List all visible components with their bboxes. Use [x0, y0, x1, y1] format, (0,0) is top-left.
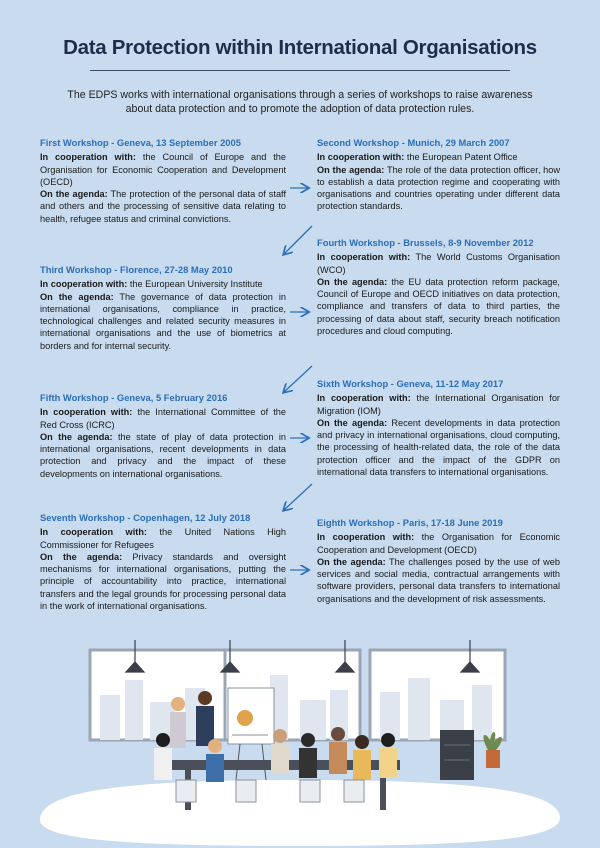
agenda-text: The governance of data protection in international organisations, compliance in practice, technological challenges and related security measures in international organisations and the use of biometrics at borders and for internal security.	[40, 291, 286, 351]
cabinet-icon	[440, 730, 474, 780]
workshop-heading: Third Workshop - Florence, 27-28 May 2010	[40, 264, 233, 275]
cooperation-label: In cooperation with:	[317, 393, 411, 404]
agenda-label: On the agenda:	[40, 189, 108, 200]
cooperation-text: The World Customs Organisation (WCO)	[317, 252, 560, 275]
cooperation-text: the European Patent Office	[404, 152, 518, 163]
workshop-heading: Seventh Workshop - Copenhagen, 12 July 2018	[40, 512, 251, 523]
cooperation-label: In cooperation with:	[40, 407, 133, 418]
agenda-text: the EU data protection reform package, Council of Europe and OECD initiatives on data protection, compliance and transfers of data to third parties, the processing of data about staff, security breach notification procedures and cloud computing.	[317, 276, 560, 337]
agenda-label: On the agenda:	[317, 164, 385, 175]
agenda-text: The protection of the personal data of staff and others and the processing of sensitive data relating to health, refugee status and criminal convictions.	[40, 189, 286, 224]
cooperation-text: the Organisation for Economic Cooperation and Development (OECD)	[317, 532, 560, 555]
arrow-down-left-icon	[284, 484, 312, 510]
agenda-label: On the agenda:	[40, 291, 114, 302]
plant-icon	[484, 732, 502, 768]
page-title: Data Protection within International Organisations	[63, 36, 537, 59]
cooperation-text: the International Organisation for Migration (IOM)	[317, 393, 560, 416]
agenda-label: On the agenda:	[317, 417, 388, 428]
window-icon	[90, 650, 505, 740]
cooperation-label: In cooperation with:	[317, 532, 415, 543]
agenda-label: On the agenda:	[40, 551, 123, 562]
agenda-text: Recent developments in data protection and privacy in international organisations, cloud computing, the processing of health-related data, the role of the data protection officer and the impact of the GDPR on international data transfers to international organisations.	[317, 417, 560, 478]
workshop-heading: Sixth Workshop - Geneva, 11-12 May 2017	[317, 378, 504, 389]
workshop-heading: Eighth Workshop - Paris, 17-18 June 2019	[317, 517, 503, 528]
cooperation-label: In cooperation with:	[40, 527, 147, 538]
arrow-down-left-icon	[284, 366, 312, 392]
agenda-text: The challenges posed by the use of web services and social media, contractual arrangements with software providers, personal data transfers to international organisations and the development of risk assessments.	[317, 556, 560, 604]
workshop-heading: Second Workshop - Munich, 29 March 2007	[317, 137, 510, 148]
cooperation-text: the International Committee of the Red Cross (ICRC)	[40, 407, 287, 430]
agenda-text: the state of play of data protection in international organisations, recent developments in data protection and privacy and the impact of these developments on international organisations.	[40, 431, 286, 479]
agenda-label: On the agenda:	[40, 431, 113, 442]
arrow-down-left-icon	[284, 226, 312, 254]
workshop-heading: First Workshop - Geneva, 13 September 2005	[40, 137, 241, 148]
cooperation-text: the Council of Europe and the Organisation for Economic Cooperation and Development (OECD)	[40, 152, 286, 187]
agenda-label: On the agenda:	[317, 276, 388, 287]
cooperation-label: In cooperation with:	[40, 279, 128, 290]
workshop-heading: Fourth Workshop - Brussels, 8-9 November 2012	[317, 237, 534, 248]
agenda-text: The role of the data protection officer, how to establish a data protection regime and cooperating with organisations and countries operating under different data protection standards.	[317, 164, 561, 212]
meeting-room-illustration	[0, 640, 600, 848]
agenda-text: Privacy standards and oversight mechanisms for international organisations, putting the principle of accountability into practice, international transfers and the legal grounds for processing personal data in the work of international organisations.	[40, 551, 286, 612]
cooperation-label: In cooperation with:	[317, 252, 411, 263]
intro-text: The EDPS works with international organisations through a series of workshops to raise awareness about data protection and to promote the adoption of data protection rules.	[67, 89, 533, 115]
cooperation-text: the European University Institute	[127, 279, 263, 290]
cooperation-text: the United Nations High Commissioner for Refugees	[40, 527, 287, 550]
cooperation-label: In cooperation with:	[317, 152, 405, 163]
agenda-label: On the agenda:	[317, 556, 386, 567]
cooperation-label: In cooperation with:	[40, 152, 136, 163]
workshop-heading: Fifth Workshop - Geneva, 5 February 2016	[40, 392, 228, 403]
